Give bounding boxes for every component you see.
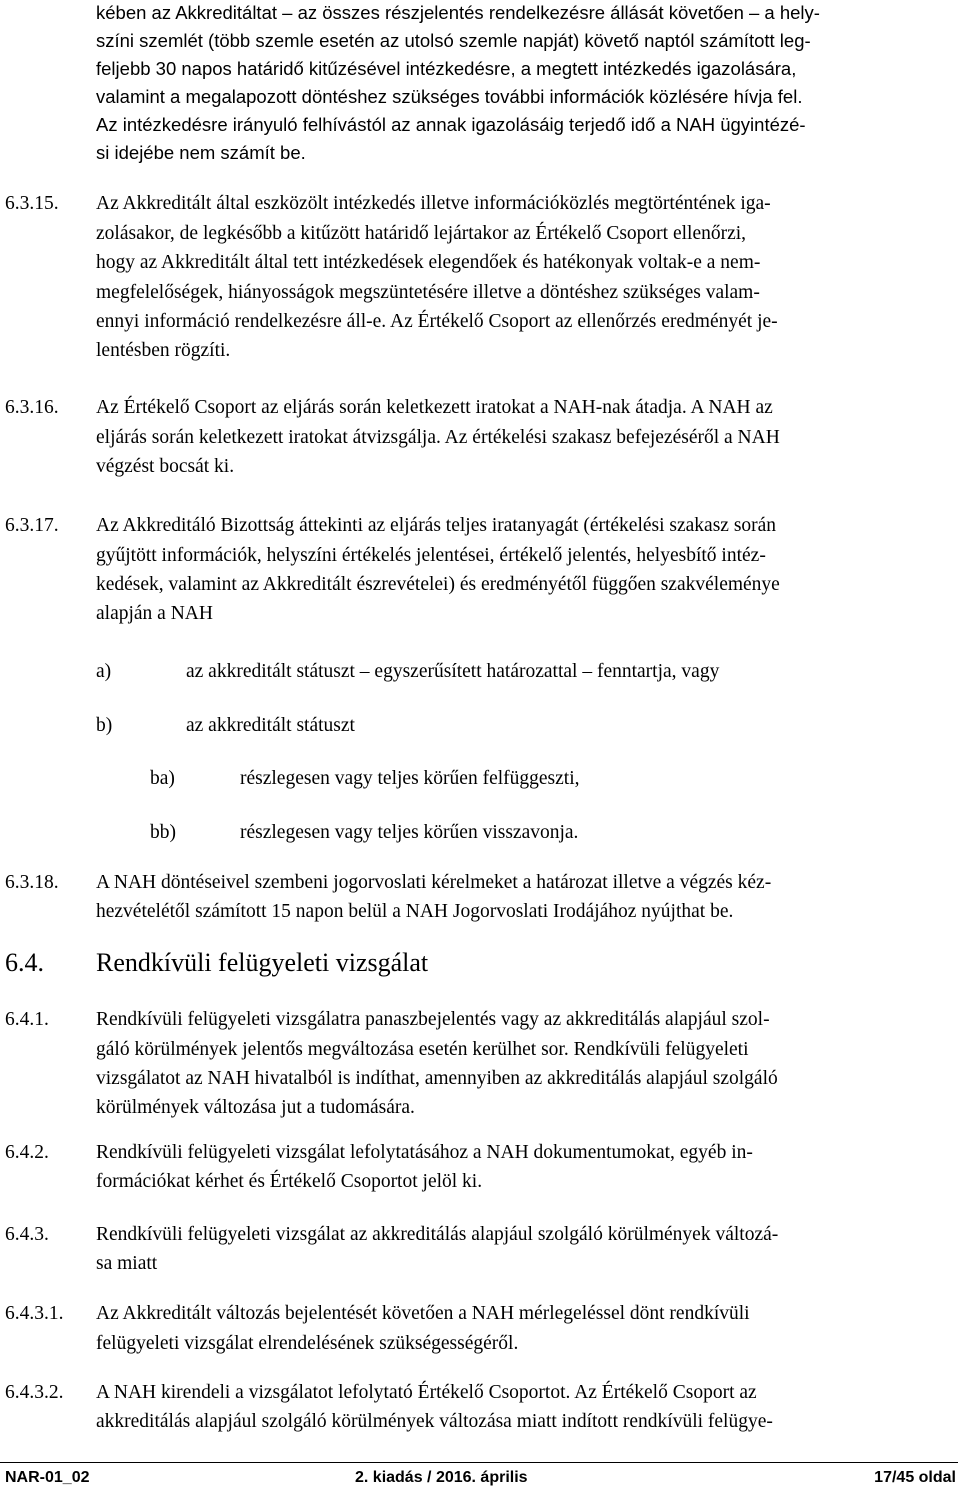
footer-divider bbox=[0, 1462, 958, 1463]
heading-title: Rendkívüli felügyeleti vizsgálat bbox=[96, 948, 429, 977]
section-line: Rendkívüli felügyeleti vizsgálat az akkreditálás alapjául szolgáló körülmények változá- bbox=[96, 1224, 779, 1245]
section-line: végzést bocsát ki. bbox=[96, 456, 235, 477]
heading-number: 6.4. bbox=[5, 948, 44, 977]
intro-line: si idejébe nem számít be. bbox=[96, 142, 306, 163]
section-line: Az Értékelő Csoport az eljárás során keletkezett iratokat a NAH-nak átadja. A NAH az bbox=[96, 397, 773, 418]
section-number: 6.4.3.2. bbox=[5, 1382, 64, 1403]
section-line: vizsgálatot az NAH hivatalból is indíthat, amennyiben az akkreditálás alapjául szolgáló bbox=[96, 1068, 778, 1089]
section-line: Rendkívüli felügyeleti vizsgálatra panaszbejelentés vagy az akkreditálás alapjául szol- bbox=[96, 1009, 770, 1030]
section-line: felügyeleti vizsgálat elrendelésének szükségességéről. bbox=[96, 1333, 519, 1354]
section-line: Az Akkreditáló Bizottság áttekinti az eljárás teljes iratanyagát (értékelési szakasz során bbox=[96, 515, 777, 536]
footer-page-number: 17/45 oldal bbox=[874, 1469, 956, 1486]
list-item-label: b) bbox=[96, 715, 113, 736]
list-item-text: az akkreditált státuszt bbox=[186, 715, 355, 736]
intro-line: valamint a megalapozott döntéshez szükséges további információk közlésére hívja fel. bbox=[96, 86, 803, 107]
section-line: akkreditálás alapjául szolgáló körülmények változása miatt indított rendkívüli felügye- bbox=[96, 1411, 773, 1432]
section-line: formációkat kérhet és Értékelő Csoportot jelöl ki. bbox=[96, 1171, 483, 1192]
intro-line: Az intézkedésre irányuló felhívástól az annak igazolásáig terjedő idő a NAH ügyintézé- bbox=[96, 114, 806, 135]
section-line: hogy az Akkreditált által tett intézkedések elegendőek és hatékonyak voltak-e a nem- bbox=[96, 252, 761, 273]
section-number: 6.3.18. bbox=[5, 872, 59, 893]
list-item-text: az akkreditált státuszt – egyszerűsített határozattal – fenntartja, vagy bbox=[186, 661, 720, 682]
section-line: Rendkívüli felügyeleti vizsgálat lefolytatásához a NAH dokumentumokat, egyéb in- bbox=[96, 1142, 753, 1163]
section-number: 6.4.3.1. bbox=[5, 1303, 64, 1324]
section-line: Az Akkreditált változás bejelentését követően a NAH mérlegeléssel dönt rendkívüli bbox=[96, 1303, 750, 1324]
section-line: gáló körülmények jelentős megváltozása esetén kerülhet sor. Rendkívüli felügyeleti bbox=[96, 1039, 749, 1060]
section-line: sa miatt bbox=[96, 1253, 158, 1274]
section-line: alapján a NAH bbox=[96, 603, 213, 624]
section-number: 6.4.1. bbox=[5, 1009, 49, 1030]
section-line: A NAH döntéseivel szembeni jogorvoslati kérelmeket a határozat illetve a végzés kéz- bbox=[96, 872, 772, 893]
sublist-item-label: ba) bbox=[150, 768, 175, 789]
section-number: 6.3.16. bbox=[5, 397, 59, 418]
section-line: ennyi információ rendelkezésre áll-e. Az Értékelő Csoport az ellenőrzés eredményét je- bbox=[96, 311, 778, 332]
footer-edition: 2. kiadás / 2016. április bbox=[355, 1469, 528, 1486]
section-line: A NAH kirendeli a vizsgálatot lefolytató Értékelő Csoportot. Az Értékelő Csoport az bbox=[96, 1382, 757, 1403]
section-number: 6.3.15. bbox=[5, 193, 59, 214]
section-number: 6.4.2. bbox=[5, 1142, 49, 1163]
intro-line: kében az Akkreditáltat – az összes részjelentés rendelkezésre állását követően – a hely- bbox=[96, 2, 820, 23]
section-line: körülmények változása jut a tudomására. bbox=[96, 1097, 415, 1118]
section-line: eljárás során keletkezett iratokat átvizsgálja. Az értékelési szakasz befejezéséről a NAH bbox=[96, 427, 780, 448]
sublist-item-text: részlegesen vagy teljes körűen felfüggeszti, bbox=[240, 768, 580, 789]
section-line: kedések, valamint az Akkreditált észrevételei) és eredményétől függően szakvéleménye bbox=[96, 574, 780, 595]
footer-doc-id: NAR-01_02 bbox=[5, 1469, 90, 1486]
section-line: lentésben rögzíti. bbox=[96, 340, 231, 361]
section-line: hezvételétől számított 15 napon belül a NAH Jogorvoslati Irodájához nyújthat be. bbox=[96, 901, 734, 922]
section-number: 6.4.3. bbox=[5, 1224, 49, 1245]
intro-line: színi szemlét (több szemle esetén az utolsó szemle napját) követő naptól számított leg- bbox=[96, 30, 811, 51]
sublist-item-label: bb) bbox=[150, 822, 176, 843]
section-line: megfelelőségek, hiányosságok megszüntetésére illetve a döntéshez szükséges valam- bbox=[96, 282, 760, 303]
sublist-item-text: részlegesen vagy teljes körűen visszavonja. bbox=[240, 822, 579, 843]
intro-line: feljebb 30 napos határidő kitűzésével intézkedésre, a megtett intézkedés igazolására, bbox=[96, 58, 797, 79]
section-line: Az Akkreditált által eszközölt intézkedés illetve információközlés megtörténtének iga- bbox=[96, 193, 771, 214]
list-item-label: a) bbox=[96, 661, 112, 682]
section-line: gyűjtött információk, helyszíni értékelés jelentései, értékelő jelentés, helyesbítő intéz- bbox=[96, 545, 766, 566]
section-number: 6.3.17. bbox=[5, 515, 59, 536]
section-line: zolásakor, de legkésőbb a kitűzött határidő lejártakor az Értékelő Csoport ellenőrzi, bbox=[96, 223, 747, 244]
